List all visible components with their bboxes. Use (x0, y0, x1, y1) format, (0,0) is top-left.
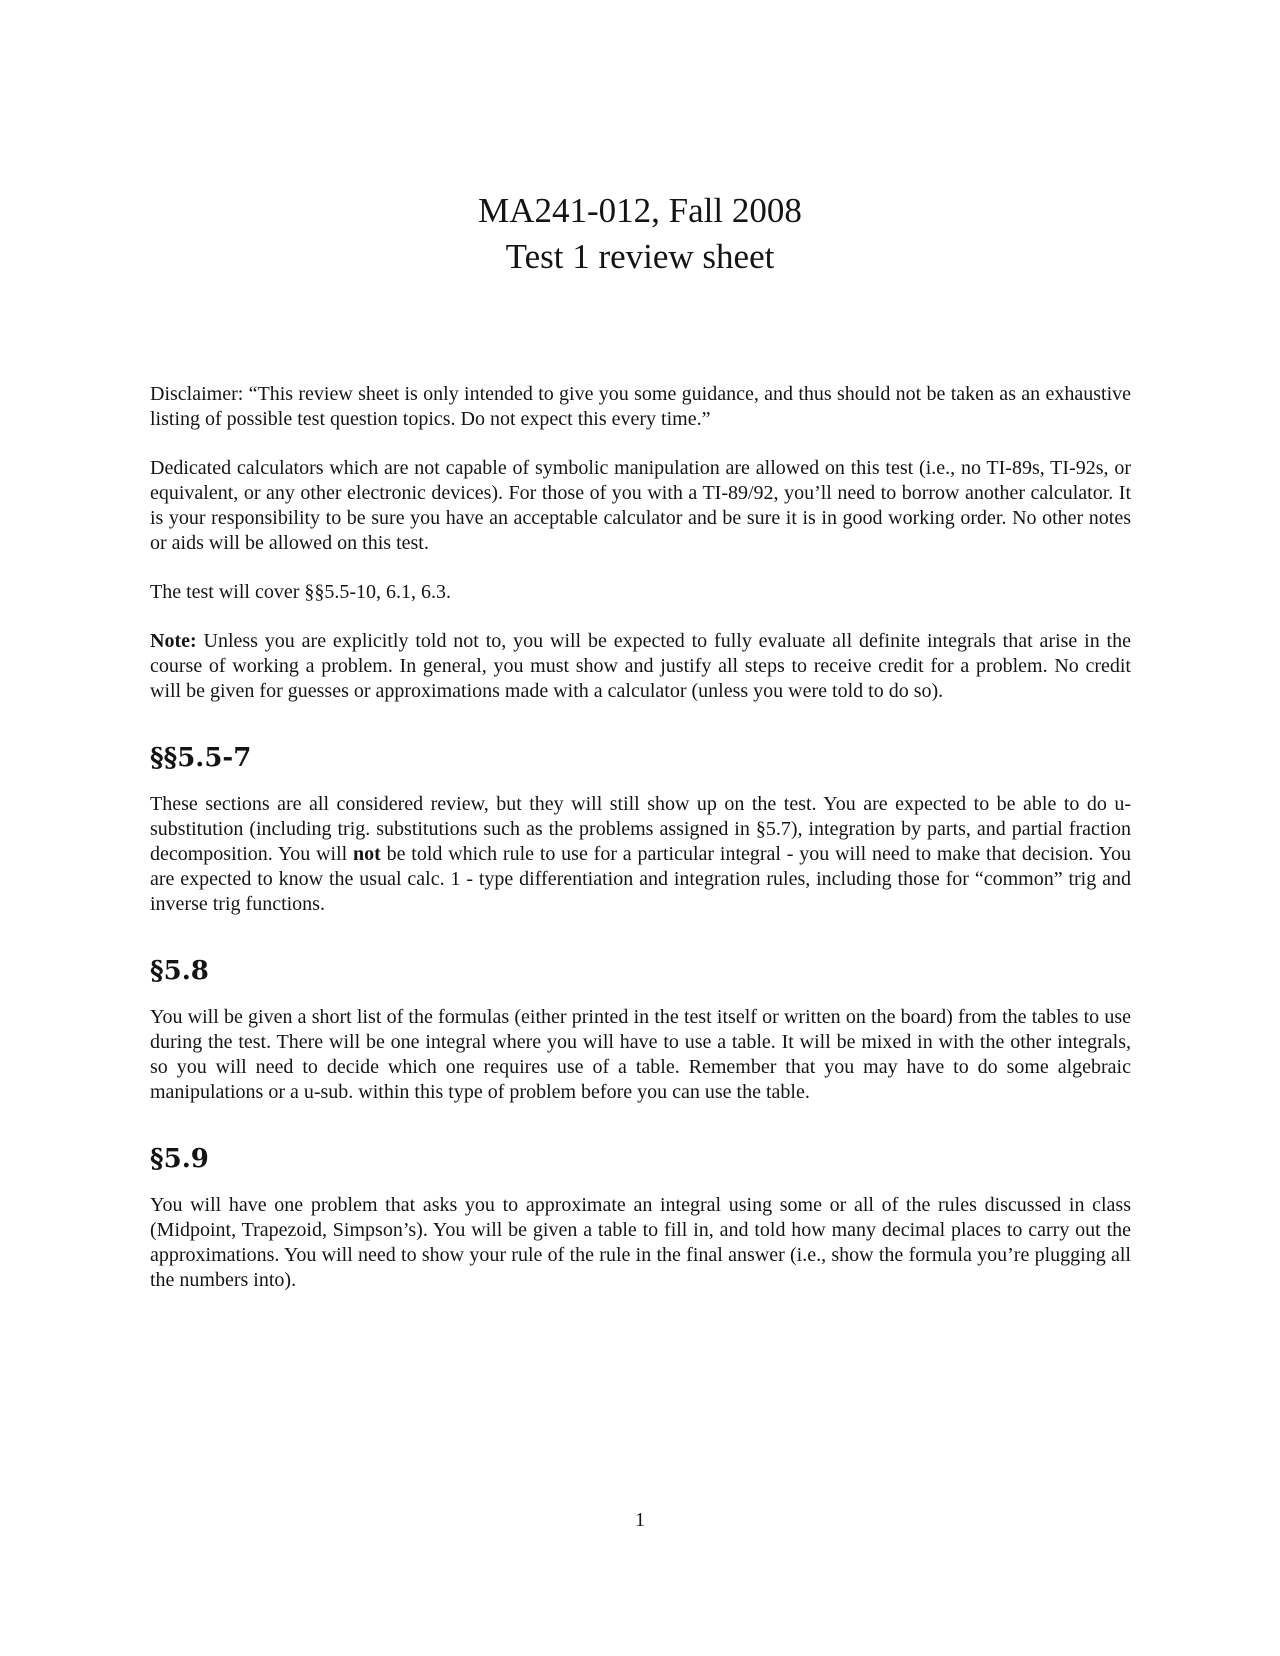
calculator-policy-paragraph: Dedicated calculators which are not capable of symbolic manipulation are allowed on this test (i.e., no TI-89s, TI-92s, or equivalent, or any other electronic devices). For those of you with a TI-89/92, you’ll need to borrow another calculator. It is your responsibility to be sure you have an acceptable calculator and be sure it is in good working order. No other notes or aids will be allowed on this test. (150, 457, 1131, 554)
section-text-before: These sections are all considered review, but they will still show up on the test. You are expected to be able to do u-substitution (including trig. substitutions such as the problems assigned in §5.7), integration by parts, and partial fraction decomposition. You will (150, 793, 1131, 865)
section-paragraph-5-9: You will have one problem that asks you to approximate an integral using some or all of the rules discussed in class (Midpoint, Trapezoid, Simpson’s). You will be given a table to fill in, and told how many decimal places to carry out the approximations. You will need to show your rule of the rule in the final answer (i.e., show the formula you’re plugging all the numbers into). (150, 1194, 1131, 1291)
section-paragraph-5-8: You will be given a short list of the formulas (either printed in the test itself or written on the board) from the tables to use during the test. There will be one integral where you will have to use a table. It will be mixed in with the other integrals, so you will need to decide which one requires use of a table. Remember that you may have to do some algebraic manipulations or a u-sub. within this type of problem before you can use the table. (150, 1006, 1131, 1103)
section-heading-5-9: §5.9 (150, 1144, 209, 1174)
section-text-after: be told which rule to use for a particular integral - you will need to make that decision. You are expected to know the usual calc. 1 - type differentiation and integration rules, including those for “common” trig and inverse trig functions. (150, 843, 1131, 915)
page-number: 1 (635, 1509, 645, 1531)
note-text: Unless you are explicitly told not to, you will be expected to fully evaluate all definite integrals that arise in the course of working a problem. In general, you must show and justify all steps to receive credit for a problem. No credit will be given for guesses or approximations made with a calculator (unless you were told to do so). (150, 630, 1131, 702)
section-heading-5-5-7: §§5.5-7 (150, 743, 252, 773)
title-course-line: MA241-012, Fall 2008 (478, 191, 802, 230)
emphasis-not: not (353, 843, 381, 865)
document-title (0, 188, 1280, 280)
section-heading-5-8: §5.8 (150, 956, 209, 986)
section-paragraph-5-5-7 (150, 792, 1131, 917)
note-paragraph (150, 629, 1131, 704)
coverage-paragraph: The test will cover §§5.5-10, 6.1, 6.3. (150, 581, 452, 603)
title-test-line: Test 1 review sheet (505, 237, 775, 276)
document-body (150, 382, 1131, 1293)
disclaimer-paragraph: Disclaimer: “This review sheet is only intended to give you some guidance, and thus should not be taken as an exhaustive listing of possible test question topics. Do not expect this every time.” (150, 383, 1131, 430)
note-label: Note: (150, 630, 197, 652)
